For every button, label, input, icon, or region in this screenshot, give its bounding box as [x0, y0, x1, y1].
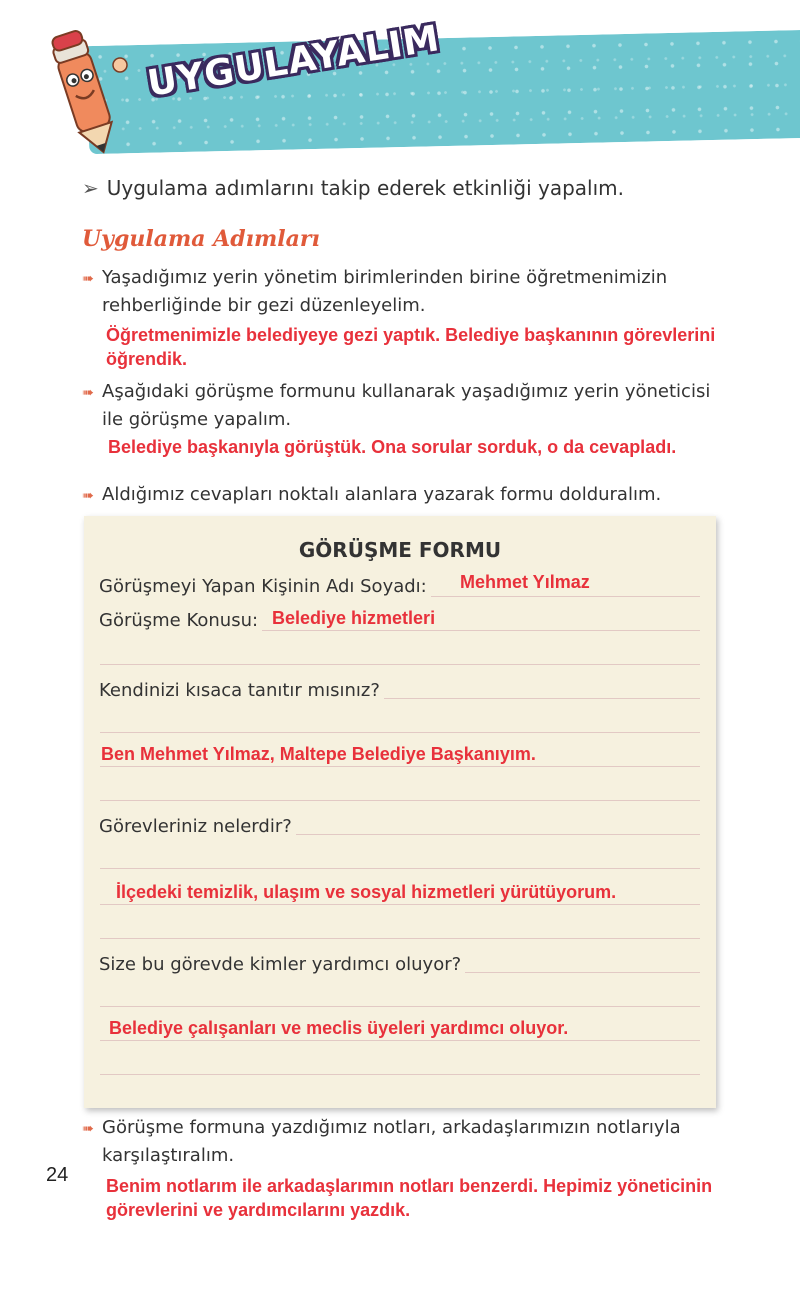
form-line	[100, 1074, 700, 1075]
form-line	[100, 1006, 700, 1007]
bullet-arrow-icon: ➠	[82, 488, 94, 504]
section-heading: Uygulama Adımları	[82, 226, 320, 252]
form-line	[100, 1040, 700, 1041]
question-2: Görevleriniz nelerdir?	[99, 816, 296, 837]
step-3	[82, 481, 742, 510]
answer-1: Ben Mehmet Yılmaz, Maltepe Belediye Başkanıyım.	[101, 744, 536, 764]
step-2-answer: Belediye başkanıyla görüştük. Ona sorular sorduk, o da cevapladı.	[108, 437, 677, 457]
form-line	[100, 766, 700, 767]
form-line	[100, 800, 700, 801]
step-text: Görüşme formuna yazdığımız notları, arkadaşlarımızın notlarıyla karşılaştıralım.	[102, 1117, 681, 1166]
form-line	[100, 904, 700, 905]
step-1	[82, 264, 742, 320]
question-3: Size bu görevde kimler yardımcı oluyor?	[99, 954, 465, 975]
step-4	[82, 1114, 742, 1170]
bullet-arrow-icon: ➠	[82, 271, 94, 287]
banner-title: UYGULAYALIM	[144, 18, 443, 105]
pencil-mascot-icon	[40, 25, 130, 160]
interview-form	[84, 516, 716, 1108]
name-label: Görüşmeyi Yapan Kişinin Adı Soyadı:	[99, 576, 431, 597]
step-text: Aldığımız cevapları noktalı alanlara yazarak formu dolduralım.	[102, 484, 662, 505]
answer-3: Belediye çalışanları ve meclis üyeleri yardımcı oluyor.	[109, 1018, 569, 1038]
step-text: Aşağıdaki görüşme formunu kullanarak yaşadığımız yerin yöneticisi ile görüşme yapalım.	[102, 381, 711, 430]
instruction	[82, 176, 624, 200]
question-1: Kendinizi kısaca tanıtır mısınız?	[99, 680, 384, 701]
form-title: GÖRÜŞME FORMU	[298, 538, 502, 562]
step-4-answer: Benim notlarım ile arkadaşlarımın notları benzerdi. Hepimiz yöneticinin görevlerini ve yardımcılarını yazdık.	[106, 1176, 713, 1220]
instruction-text: Uygulama adımlarını takip ederek etkinliği yapalım.	[106, 176, 624, 200]
page-number: 24	[46, 1164, 69, 1186]
form-line	[100, 664, 700, 665]
form-line	[100, 868, 700, 869]
form-line	[100, 938, 700, 939]
form-line	[100, 732, 700, 733]
bullet-arrow-icon: ➠	[82, 385, 94, 401]
answer-2: İlçedeki temizlik, ulaşım ve sosyal hizmetleri yürütüyorum.	[116, 882, 617, 902]
step-text: Yaşadığımız yerin yönetim birimlerinden birine öğretmenimizin rehberliğinde bir gezi düzenleyelim.	[102, 267, 668, 316]
topic-value: Belediye hizmetleri	[272, 608, 436, 628]
name-value: Mehmet Yılmaz	[460, 572, 590, 592]
topic-label: Görüşme Konusu:	[99, 610, 262, 631]
step-2	[82, 378, 742, 434]
step-1-answer: Öğretmenimizle belediyeye gezi yaptık. Belediye başkanının görevlerini öğrendik.	[106, 325, 716, 369]
arrow-right-icon: ➢	[82, 176, 99, 200]
bullet-arrow-icon: ➠	[82, 1121, 94, 1137]
